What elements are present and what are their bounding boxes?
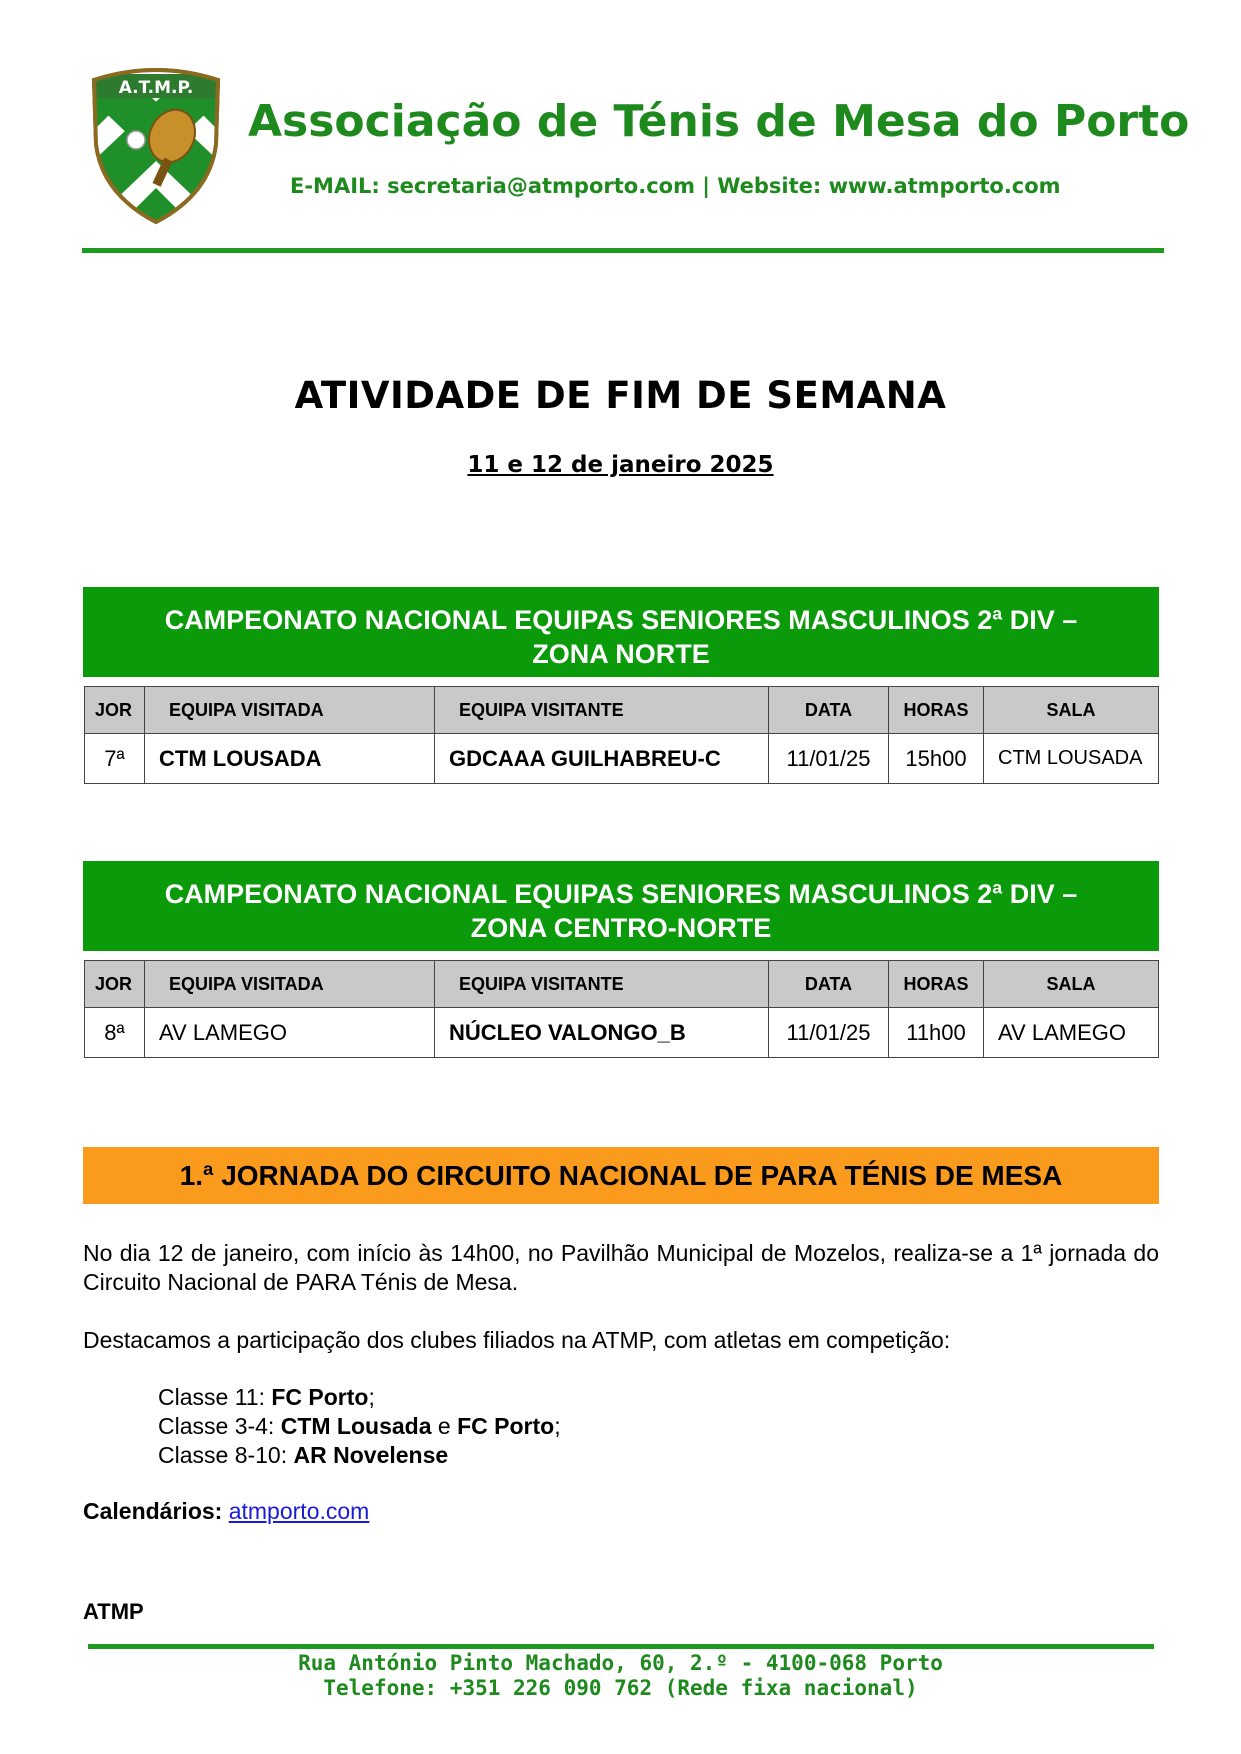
fixtures-table-zona-centro-norte (84, 960, 1159, 1058)
classes-list (158, 1383, 561, 1470)
table-header-row (85, 961, 1159, 1008)
list-item (158, 1412, 561, 1441)
col-header-jor: JOR (85, 687, 145, 734)
separator: ; (368, 1384, 375, 1410)
signature: ATMP (83, 1599, 144, 1624)
col-header-horas: HORAS (889, 687, 984, 734)
cell-sala: AV LAMEGO (984, 1008, 1159, 1058)
footer-address: Rua António Pinto Machado, 60, 2.º - 4100-068 Porto (298, 1651, 943, 1675)
separator: ; (554, 1413, 561, 1439)
banner-line: CAMPEONATO NACIONAL EQUIPAS SENIORES MASCULINOS 2ª DIV – (164, 879, 1078, 909)
fixtures-table-zona-norte (84, 686, 1159, 784)
contact-line: E-MAIL: secretaria@atmporto.com | Website: www.atmporto.com (290, 174, 1061, 198)
banner-line: ZONA NORTE (532, 639, 710, 669)
cell-visitada: AV LAMEGO (145, 1008, 435, 1058)
class-label: Classe 3-4: (158, 1413, 281, 1439)
class-label: Classe 8-10: (158, 1442, 294, 1468)
table-row (85, 734, 1159, 784)
cell-horas: 11h00 (889, 1008, 984, 1058)
section-banner-zona-norte (83, 587, 1159, 677)
club-name: FC Porto (271, 1384, 369, 1410)
section-banner-zona-centro-norte (83, 861, 1159, 951)
banner-line: CAMPEONATO NACIONAL EQUIPAS SENIORES MASCULINOS 2ª DIV – (164, 605, 1078, 635)
footer-phone: Telefone: +351 226 090 762 (Rede fixa nacional) (323, 1676, 918, 1700)
club-name: AR Novelense (293, 1442, 449, 1468)
col-header-sala: SALA (984, 961, 1159, 1008)
para-paragraph-2: Destacamos a participação dos clubes filiados na ATMP, com atletas em competição: (83, 1327, 951, 1353)
cell-horas: 15h00 (889, 734, 984, 784)
col-header-sala: SALA (984, 687, 1159, 734)
club-name: CTM Lousada (280, 1413, 432, 1439)
cell-visitante: GDCAAA GUILHABREU-C (435, 734, 769, 784)
table-row (85, 1008, 1159, 1058)
page-title: ATIVIDADE DE FIM DE SEMANA (294, 374, 947, 417)
club-name: FC Porto (457, 1413, 555, 1439)
logo-text: A.T.M.P. (118, 78, 194, 98)
list-item (158, 1383, 561, 1412)
col-header-visitada: EQUIPA VISITADA (145, 687, 435, 734)
table-header-row (85, 687, 1159, 734)
cell-data: 11/01/25 (769, 734, 889, 784)
header-divider (82, 248, 1164, 253)
cell-data: 11/01/25 (769, 1008, 889, 1058)
section-banner-para-tenis: 1.ª JORNADA DO CIRCUITO NACIONAL DE PARA TÉNIS DE MESA (83, 1147, 1159, 1204)
atmp-logo (88, 66, 224, 226)
col-header-visitada: EQUIPA VISITADA (145, 961, 435, 1008)
org-name: Associação de Ténis de Mesa do Porto (248, 96, 1190, 147)
calendar-link[interactable]: atmporto.com (228, 1498, 370, 1524)
cell-visitada: CTM LOUSADA (145, 734, 435, 784)
col-header-data: DATA (769, 961, 889, 1008)
banner-line: ZONA CENTRO-NORTE (470, 913, 772, 943)
class-label: Classe 11: (158, 1384, 272, 1410)
cell-sala: CTM LOUSADA (984, 734, 1159, 784)
list-item (158, 1441, 561, 1470)
cell-visitante: NÚCLEO VALONGO_B (435, 1008, 769, 1058)
col-header-visitante: EQUIPA VISITANTE (435, 687, 769, 734)
para-paragraph-1: No dia 12 de janeiro, com início às 14h00, no Pavilhão Municipal de Mozelos, realiza-se a 1ª jornada do Circuito Nacional de PARA Ténis de Mesa. (83, 1240, 1159, 1295)
col-header-horas: HORAS (889, 961, 984, 1008)
separator: e (431, 1413, 458, 1439)
col-header-visitante: EQUIPA VISITANTE (435, 961, 769, 1008)
cell-jor: 7ª (85, 734, 145, 784)
date-line: 11 e 12 de janeiro 2025 (467, 452, 774, 478)
calendar-label: Calendários: (83, 1498, 223, 1524)
cell-jor: 8ª (85, 1008, 145, 1058)
footer-divider (88, 1644, 1154, 1649)
calendar-line (83, 1498, 369, 1525)
col-header-jor: JOR (85, 961, 145, 1008)
col-header-data: DATA (769, 687, 889, 734)
